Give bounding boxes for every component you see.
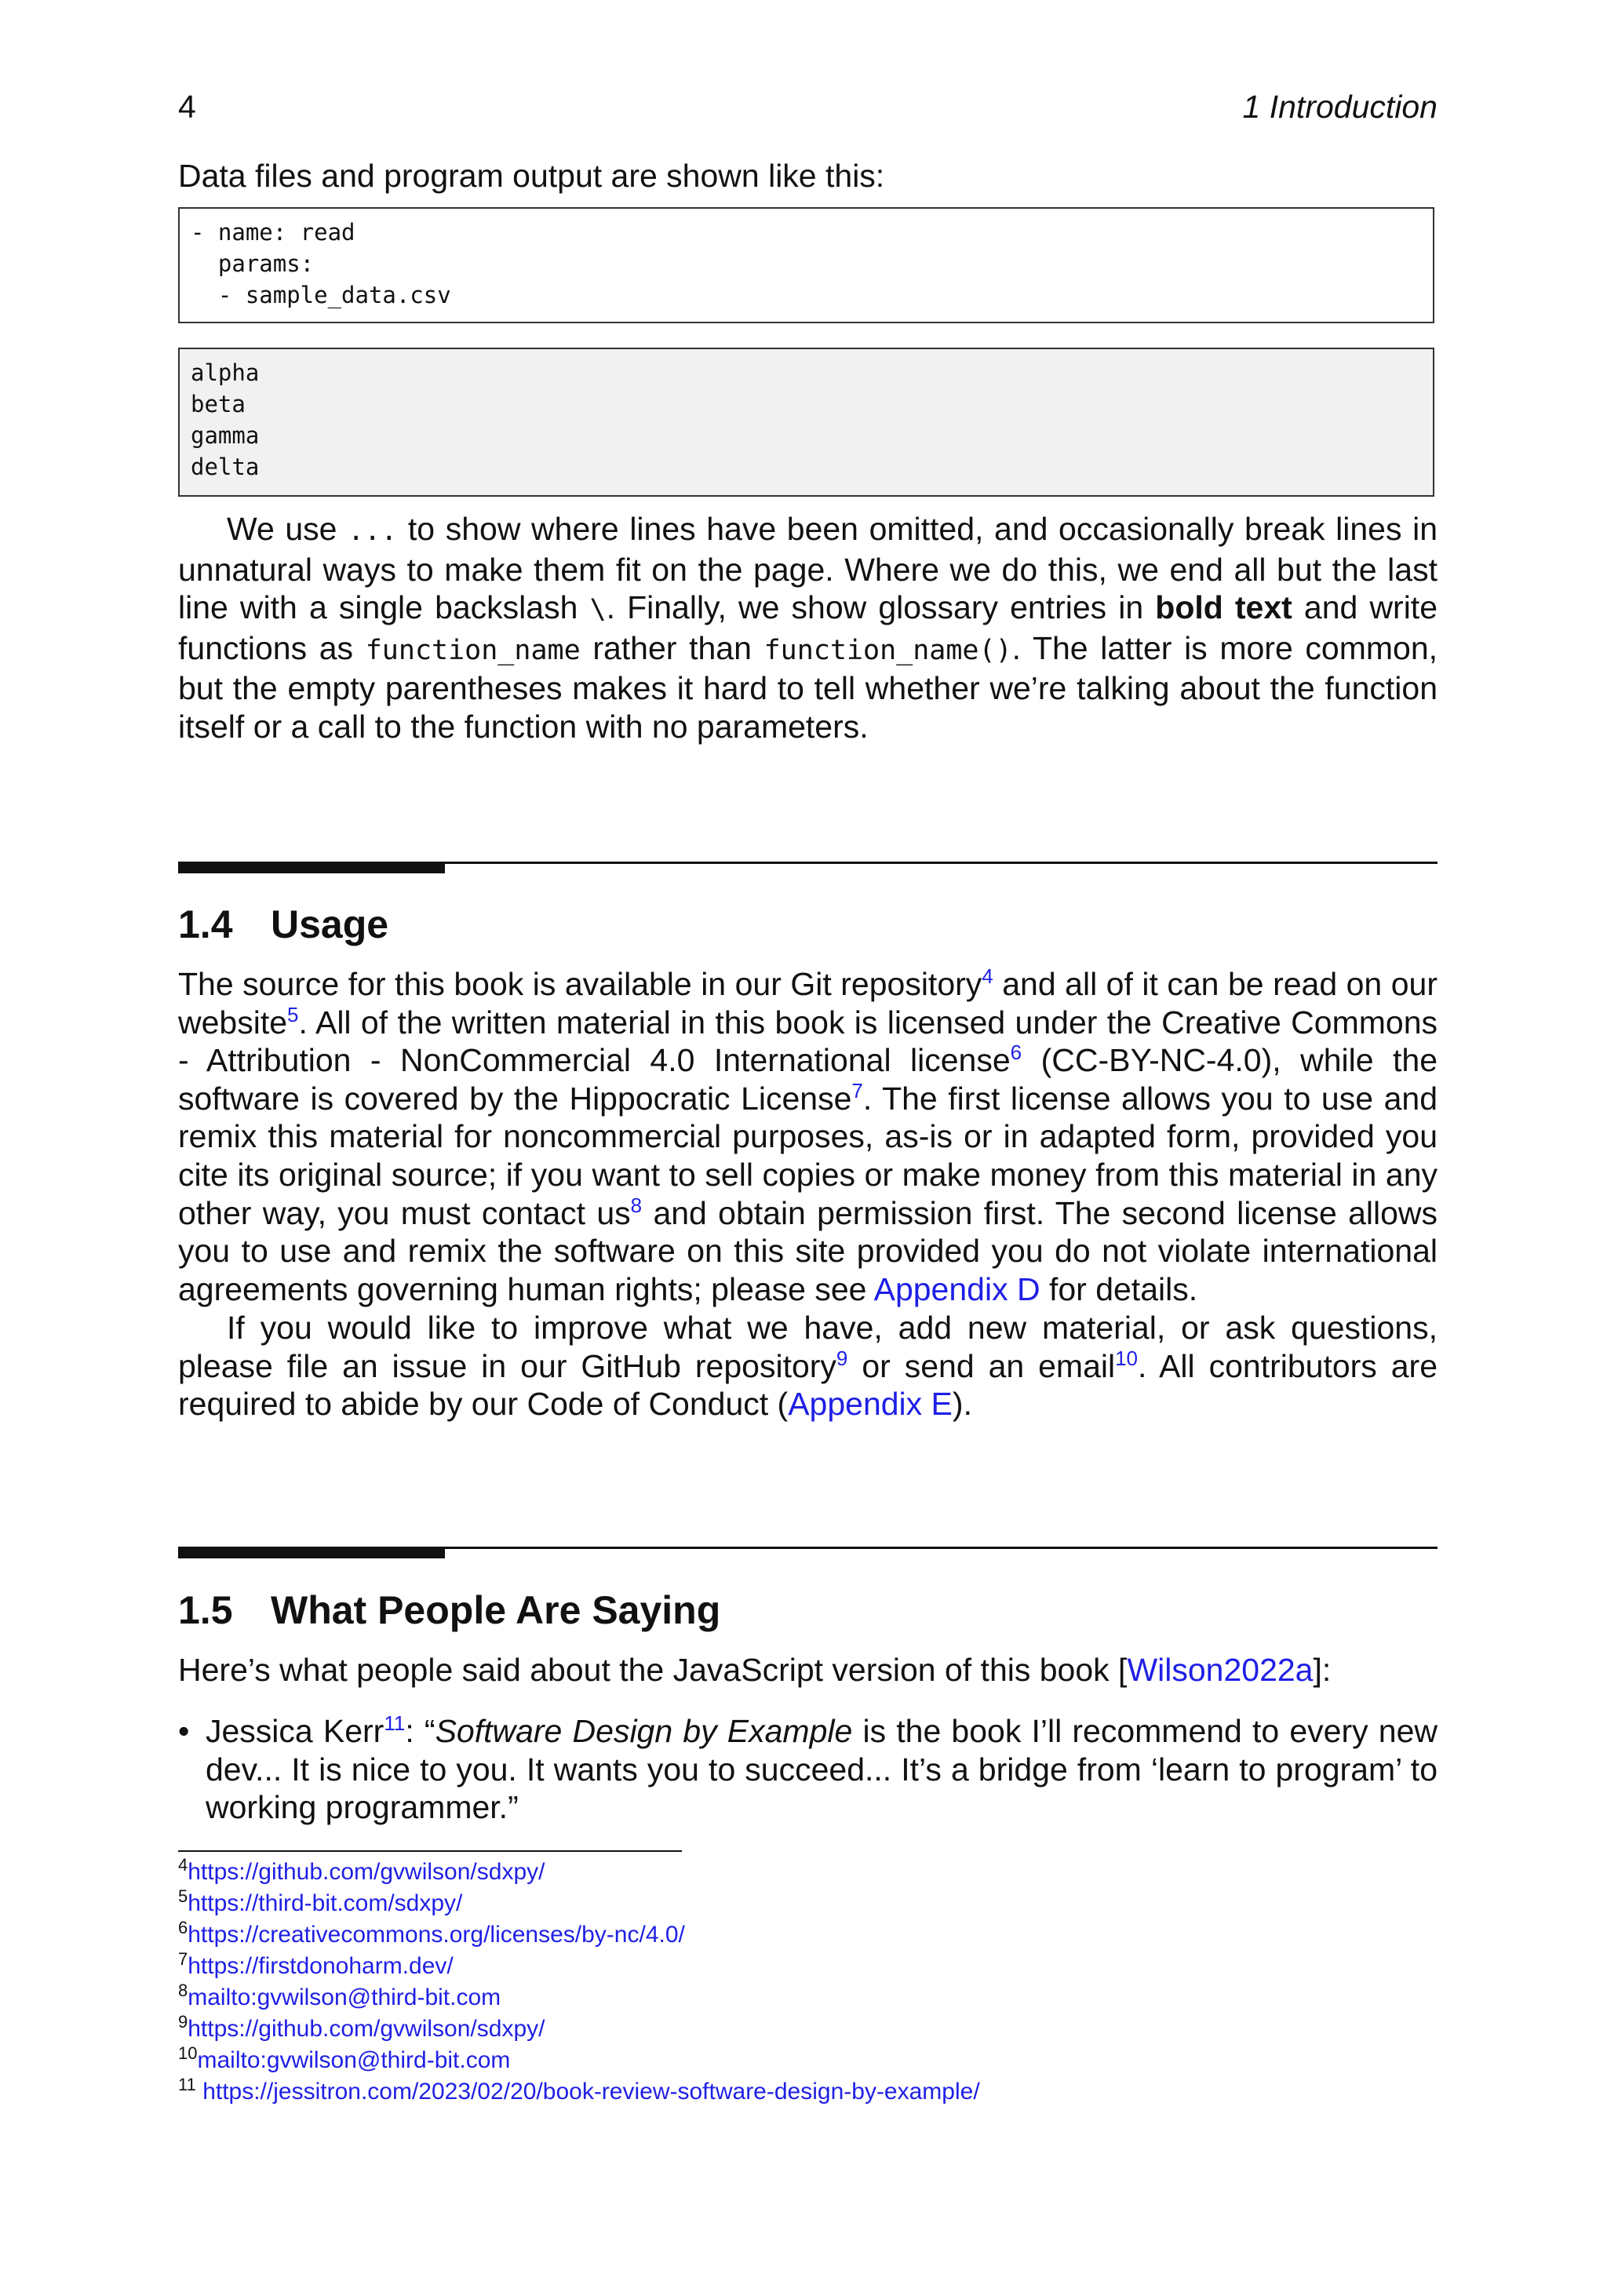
section-heading-usage: 1.4 Usage bbox=[178, 902, 389, 946]
section-rule bbox=[178, 1544, 1438, 1558]
footnote-ref-5[interactable]: 5 bbox=[287, 1002, 299, 1026]
footnotes bbox=[178, 1857, 1438, 2108]
output-line: beta bbox=[191, 391, 246, 417]
footnote-link[interactable]: mailto:gvwilson@third-bit.com bbox=[197, 2047, 511, 2073]
footnote: $^{11}$ https://jessitron.com/2023/02/20/book-review-software-design-by-example/ bbox=[178, 2075, 980, 2105]
footnote-link[interactable]: https://github.com/gvwilson/sdxpy/ bbox=[188, 1859, 545, 1885]
page-number: 4 bbox=[178, 89, 196, 125]
book-title: Software Design by Example bbox=[435, 1713, 853, 1749]
footnote-link[interactable]: mailto:gvwilson@third-bit.com bbox=[188, 1984, 501, 2010]
footnote: $^{10}$mailto:gvwilson@third-bit.com bbox=[178, 2043, 511, 2073]
footnote-link[interactable]: https://github.com/gvwilson/sdxpy/ bbox=[188, 2016, 545, 2042]
list-item bbox=[178, 1712, 1438, 1827]
saying-intro: Here’s what people said about the JavaScript version of this book [Wilson2022a]: bbox=[178, 1652, 1332, 1688]
code-line: - name: read bbox=[191, 219, 355, 246]
footnote-separator bbox=[178, 1850, 682, 1852]
backslash-code: \ bbox=[589, 594, 607, 626]
footnote-link[interactable]: https://third-bit.com/sdxpy/ bbox=[188, 1890, 463, 1916]
conventions-paragraph: We use ... to show where lines have been omitted, and occasionally break lines in unnatural ways to make them fit on the page. Where we do this, we end all but the last line with a single backslash \. Finally, we show glossary entries in bold text and write functions as function_name rather than function_name(). The latter is more common, but the empty parentheses makes it hard to tell whether we’re talking about the function itself or a call to the function with no parameters. bbox=[178, 511, 1438, 745]
usage-paragraph-2: If you would like to improve what we have, add new material, or ask questions, please file an issue in our GitHub repository$^9$ or send an email$^{10}$. All contributors are required to abide by our Code of Conduct (Appendix E). bbox=[178, 1310, 1438, 1423]
code-line: params: bbox=[191, 250, 315, 277]
footnote: $^4$https://github.com/gvwilson/sdxpy/ bbox=[178, 1855, 545, 1885]
testimonial-text: Jessica Kerr$^{11}$: “Software Design by Example is the book I’ll recommend to every new dev... It is nice to you. It wants you to succeed... It’s a bridge from ‘learn to program’ to working programmer.” bbox=[206, 1711, 1438, 1826]
citation-link[interactable]: Wilson2022a bbox=[1127, 1652, 1314, 1688]
footnote: $^7$https://firstdonoharm.dev/ bbox=[178, 1949, 454, 1979]
running-header bbox=[178, 88, 1438, 126]
code-line: - sample_data.csv bbox=[191, 282, 451, 308]
output-code-block bbox=[178, 348, 1434, 497]
footnote-ref-10[interactable]: 10 bbox=[1115, 1346, 1139, 1370]
footnote: $^6$https://creativecommons.org/licenses/by-nc/4.0/ bbox=[178, 1918, 685, 1948]
footnote: $^5$https://third-bit.com/sdxpy/ bbox=[178, 1886, 463, 1916]
footnote-link[interactable]: https://firstdonoharm.dev/ bbox=[188, 1953, 454, 1979]
footnote-ref-9[interactable]: 9 bbox=[836, 1346, 848, 1370]
footnote-ref-7[interactable]: 7 bbox=[851, 1078, 863, 1102]
section-rule bbox=[178, 859, 1438, 873]
yaml-code-block bbox=[178, 207, 1434, 323]
footnote-ref-4[interactable]: 4 bbox=[982, 964, 993, 988]
function-name-code: function_name bbox=[365, 634, 581, 666]
footnote-ref-8[interactable]: 8 bbox=[630, 1193, 643, 1217]
output-line: alpha bbox=[191, 359, 260, 386]
appendix-d-link[interactable]: Appendix D bbox=[873, 1270, 1040, 1307]
section-heading-saying: 1.5 What People Are Saying bbox=[178, 1588, 721, 1632]
footnote-link[interactable]: https://jessitron.com/2023/02/20/book-review-software-design-by-example/ bbox=[202, 2079, 980, 2105]
footnote: $^9$https://github.com/gvwilson/sdxpy/ bbox=[178, 2012, 545, 2042]
appendix-e-link[interactable]: Appendix E bbox=[788, 1386, 953, 1423]
output-line: delta bbox=[191, 454, 260, 480]
chapter-title: 1 Introduction bbox=[1242, 89, 1438, 125]
ellipsis-code: ... bbox=[348, 516, 398, 547]
glossary-example: bold text bbox=[1155, 589, 1292, 626]
bullet-mark: • bbox=[178, 1713, 190, 1749]
intro-line: Data files and program output are shown like this: bbox=[178, 158, 885, 194]
output-line: gamma bbox=[191, 422, 260, 449]
footnote-ref-6[interactable]: 6 bbox=[1010, 1040, 1022, 1065]
usage-paragraph-1: The source for this book is available in our Git repository$^4$ and all of it can be read on our website$^5$. All of the written material in this book is licensed under the Creative Commons - Attribution - NonCommercial 4.0 International license$^6$ (CC-BY-NC-4.0), while the software is covered by the Hippocratic License$^7$. The first license allows you to use and remix this material for noncommercial purposes, as-is or in adapted form, provided you cite its original source; if you want to sell copies or make money from this material in any other way, you must contact $us^8$ and obtain permission first. The second license allows you to use and remix the software on this site provided you do not violate international agreements governing human rights; please see Appendix D for details. bbox=[178, 964, 1438, 1307]
footnote-ref-11[interactable]: 11 bbox=[384, 1711, 406, 1735]
footnote-link[interactable]: https://creativecommons.org/licenses/by-nc/4.0/ bbox=[188, 1922, 685, 1948]
function-call-code: function_name() bbox=[763, 634, 1012, 666]
footnote: $^8$mailto:gvwilson@third-bit.com bbox=[178, 1981, 501, 2010]
